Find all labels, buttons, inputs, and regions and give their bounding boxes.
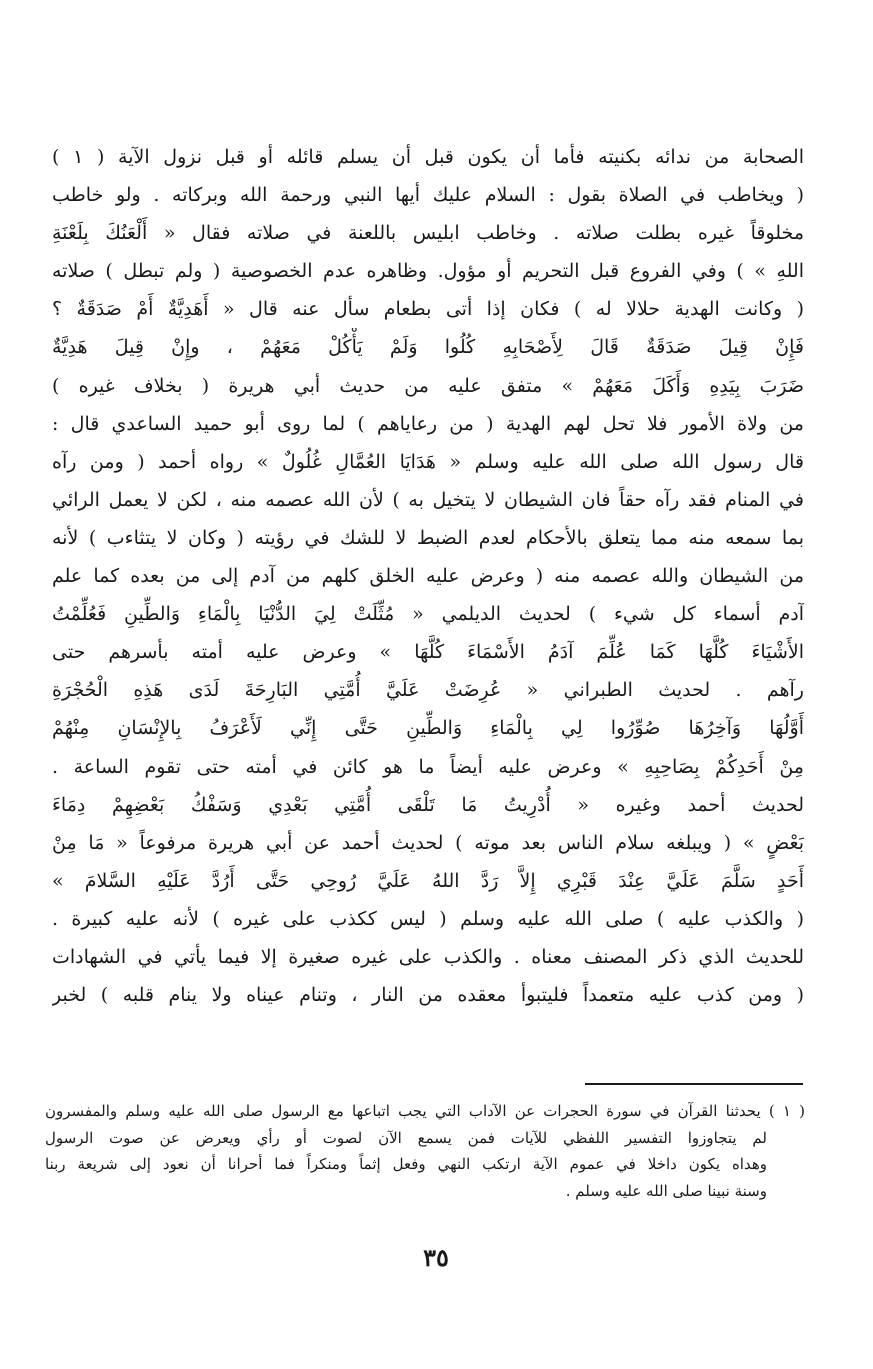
body-line: قال رسول الله صلى الله عليه وسلم « هَدَايَا العُمَّالِ غُلُولٌ » رواه أحمد ( ومن رآه xyxy=(52,450,804,473)
footnote-line: ( ١ ) يحدثنا القرآن في سورة الحجرات عن الآداب التي يجب اتباعها مع الرسول صلى الله عليه وسلم والمفسرون xyxy=(45,1102,805,1120)
body-line: ضَرَبَ بِيَدِهِ وَأَكَلَ مَعَهُمْ » متفق عليه من حديث أبي هريرة ( بخلاف غيره ) xyxy=(52,374,804,397)
body-line: أَحَدٍ سَلَّمَ عَلَيَّ عِنْدَ قَبْرِي إِلاَّ رَدَّ اللهُ عَلَيَّ رُوحِي حَتَّى أَرُدَّ عَلَيْهِ السَّلامَ » xyxy=(52,869,804,892)
body-line: اللهِ » ) وفي الفروع قبل التحريم أو مؤول. وظاهره عدم الخصوصية ( ولم تبطل ) صلاته xyxy=(52,260,804,283)
main-text-block xyxy=(52,138,804,1014)
footnote-block xyxy=(45,1098,805,1204)
footnote-line: وهداه يكون داخلا في عموم الآية ارتكب النهي وفعل إثماً ومنكراً فما أحرانا أن نعود إلى شريعة ربنا xyxy=(45,1155,767,1173)
body-line: من ولاة الأمور فلا تحل لهم الهدية ( من رعاياهم ) لما روى أبو حميد الساعدي قال : xyxy=(52,412,804,435)
body-line: ( ويخاطب في الصلاة بقول : السلام عليك أيها النبي ورحمة الله وبركاته . ولو خاطب xyxy=(52,184,804,207)
footnote-separator xyxy=(585,1083,803,1085)
page-number: ٣٥ xyxy=(423,1243,449,1272)
body-line: لحديث أحمد وغيره « أُدْرِيتُ مَا تَلْقَى أُمَّتِي بَعْدِي وَسَفْكُ بَعْضِهِمْ دِمَاءَ xyxy=(52,793,804,816)
footnote-line: وسنة نبينا صلى الله عليه وسلم . xyxy=(565,1181,767,1200)
body-line: مخلوقاً غيره بطلت صلاته . وخاطب ابليس باللعنة في صلاته فقال « أَلْعَنُكَ بِلَعْنَةِ xyxy=(52,222,804,245)
body-line: ( ومن كذب عليه متعمداً فليتبوأ معقده من النار ، وتنام عيناه ولا ينام قلبه ) لخبر xyxy=(52,984,804,1007)
body-line: في المنام فقد رآه حقاً فان الشيطان لا يتخيل به ) لأن الله عصمه منه ، لكن لا يعمل الرائي xyxy=(52,488,804,511)
footnote-line: لم يتجاوزوا التفسير اللفظي للآيات فمن يسمع الآن لصوت أو رأي ويعرض عن صوت الرسول xyxy=(45,1128,767,1147)
body-line: الأَشْيَاءَ كُلَّهَا كَمَا عُلِّمَ آدَمُ الأَسْمَاءَ كُلَّهَا » وعرض عليه أمته بأسرهم حتى xyxy=(52,641,804,664)
body-line: فَإِنْ قِيلَ صَدَقَةٌ قَالَ لِأَصْحَابِهِ كُلُوا وَلَمْ يَأْكُلْ مَعَهُمْ ، وإِنْ قِيلَ هَدِيَّةٌ xyxy=(52,336,804,359)
body-line: آدم أسماء كل شيء ) لحديث الديلمي « مُثِّلَتْ لِيَ الدُّنْيَا بِالْمَاءِ وَالطِّينِ فَعُلِّمْتُ xyxy=(52,603,804,626)
body-line: ( وكانت الهدية حلالا له ) فكان إذا أتى بطعام سأل عنه قال « أَهَدِيَّةٌ أَمْ صَدَقَةٌ ؟ xyxy=(52,298,804,321)
body-line: ( والكذب عليه ) صلى الله عليه وسلم ( ليس ككذب على غيره ) لأنه عليه كبيرة . xyxy=(52,907,804,930)
body-line: للحديث الذي ذكر المصنف معناه . والكذب على غيره صغيرة إلا فيما يأتي في الشهادات xyxy=(52,945,804,968)
body-line: رآهم . لحديث الطبراني « عُرِضَتْ عَلَيَّ أُمَّتِي البَارِحَةَ لَدَى هَذِهِ الْحُجْرَةِ xyxy=(52,679,804,702)
body-line: مِنْ أَحَدِكُمْ بِصَاحِبِهِ » وعرض عليه أيضاً ما هو كائن في أمته حتى تقوم الساعة . xyxy=(52,755,804,778)
body-line: أَوَّلُهَا وَآخِرُهَا صُوِّرُوا لِي بِالْمَاءِ وَالطِّينِ حَتَّى إِنِّي لَأَعْرَفُ بِالإِنْسَانِ مِنْهُمْ xyxy=(52,717,804,740)
body-line: من الشيطان والله عصمه منه ( وعرض عليه الخلق كلهم من آدم إلى من بعده كما علم xyxy=(52,565,804,588)
body-line: الصحابة من ندائه بكنيته فأما أن يكون قبل أن يسلم قائله أو قبل نزول الآية ( ١ ) xyxy=(52,146,804,168)
body-line: بَعْضٍ » ( ويبلغه سلام الناس بعد موته ) لحديث أحمد عن أبي هريرة مرفوعاً « مَا مِنْ xyxy=(52,831,804,854)
body-line: بما سمعه منه مما يتعلق بالأحكام لعدم الضبط لا للشك في رؤيته ( وكان لا يتثاءب ) لأنه xyxy=(52,526,804,549)
